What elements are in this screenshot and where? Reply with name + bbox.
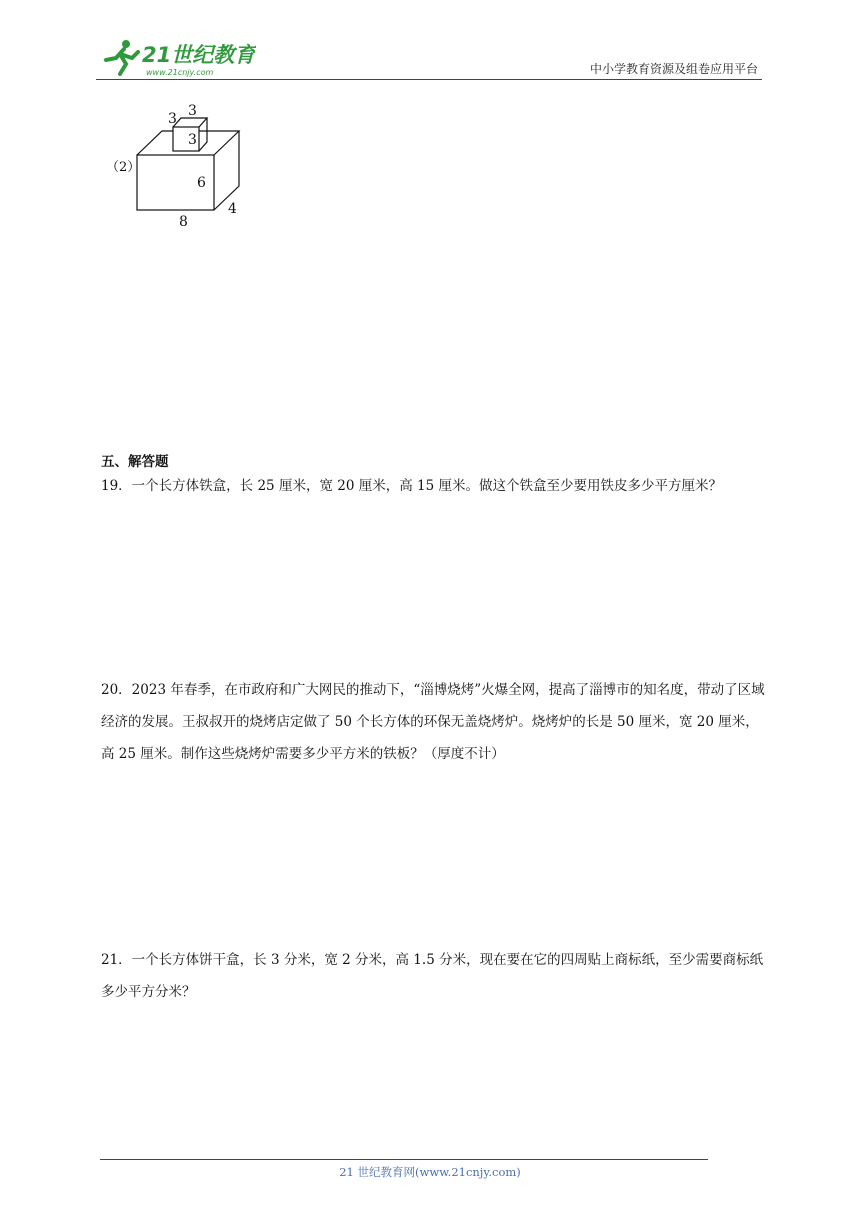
small-cube-top-face [173, 118, 207, 127]
platform-title: 中小学教育资源及组卷应用平台 [589, 62, 758, 76]
header-divider [96, 79, 762, 80]
runner-icon [106, 40, 138, 74]
footer-text: 21 世纪教育网(www.21cnjy.com) [339, 1165, 521, 1179]
section-title: 五、解答题 [101, 454, 169, 470]
logo [96, 36, 256, 78]
question-19: 19．一个长方体铁盒，长 25 厘米，宽 20 厘米，高 15 厘米。做这个铁盒至少要用铁皮多少平方厘米？ [101, 478, 722, 494]
box-height-label: 6 [197, 175, 206, 191]
cuboid-figure [96, 96, 256, 236]
figure-label: （2） [106, 160, 141, 175]
question-20: 20．2023 年春季，在市政府和广大网民的推动下，“淄博烧烤”火爆全网，提高了淄博市的知名度，带动了区域经济的发展。王叔叔开的烧烤店定做了 50 个长方体的环保无盖烧烤炉。烧烤炉的长是 50 厘米，宽 20 厘米，高 25 厘米。制作这些烧烤炉需要多少平方米的铁板？（厚度不计） [101, 682, 765, 762]
footer-divider [100, 1159, 708, 1160]
small-cube-edge-front: 3 [188, 132, 197, 148]
logo-url: www.21cnjy.com [146, 68, 214, 77]
question-21: 21．一个长方体饼干盒，长 3 分米，宽 2 分米，高 1.5 分米，现在要在它的四周贴上商标纸，至少需要商标纸多少平方分米？ [101, 952, 764, 1000]
logo-text: 21世纪教育 [142, 43, 256, 67]
box-length-label: 8 [179, 214, 188, 230]
page-header [96, 30, 760, 80]
box-width-label: 4 [228, 201, 237, 217]
small-cube-edge-top: 3 [188, 103, 197, 119]
small-cube-edge-left: 3 [168, 111, 177, 127]
